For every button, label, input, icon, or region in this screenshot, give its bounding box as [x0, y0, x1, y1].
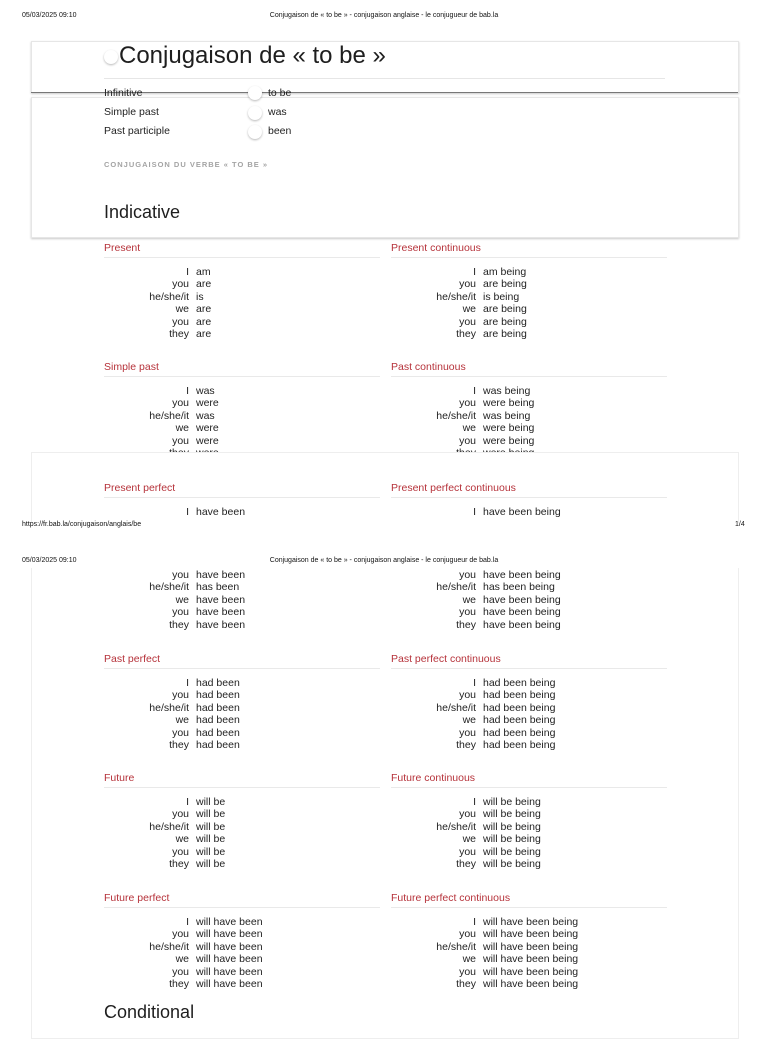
conjugation-row: [381, 966, 667, 978]
pronoun: you: [172, 278, 189, 291]
conjugation-row: [94, 397, 380, 409]
verb-form: are: [196, 315, 212, 328]
conjugation-row: [94, 619, 326, 631]
verb-form: had been being: [483, 689, 556, 702]
pronoun: he/she/it: [436, 409, 476, 422]
pronoun: we: [462, 593, 476, 606]
pronoun: he/she/it: [149, 940, 189, 953]
print-document-title-page2: Conjugaison de « to be » - conjugaison anglaise - le conjugueur de bab.la: [269, 557, 499, 564]
verb-form: were being: [483, 422, 535, 435]
verb-form: had been: [196, 726, 240, 739]
tense-title: Future continuous: [391, 772, 667, 788]
pronoun: he/she/it: [149, 409, 189, 422]
title-divider: [104, 78, 665, 79]
verb-form: had been being: [483, 701, 556, 714]
conjugation-row: [94, 581, 326, 593]
verb-form: will have been being: [483, 916, 579, 928]
page-title: Conjugaison de « to be »: [119, 42, 386, 69]
tense-title: Present perfect: [104, 482, 380, 498]
conjugation-row: [381, 397, 667, 409]
verb-form: are being: [483, 315, 527, 328]
pronoun: you: [172, 397, 189, 410]
conjugation-row: [94, 796, 380, 808]
pronoun: you: [459, 278, 476, 291]
conjugation-row: [381, 727, 667, 739]
tense-block-present-continuous: [391, 242, 667, 340]
pronoun: they: [456, 618, 476, 631]
pronoun: you: [172, 315, 189, 328]
pronoun: you: [459, 569, 476, 581]
pronoun: I: [186, 796, 189, 808]
conjugation-row: [94, 606, 326, 618]
verb-form: have been: [196, 569, 246, 581]
conjugation-row: [94, 291, 380, 303]
conjugation-row: [94, 266, 380, 278]
pronoun: you: [459, 606, 476, 619]
verb-form: have been being: [483, 593, 561, 606]
conjugation-row: [94, 278, 380, 290]
pronoun: we: [175, 953, 189, 966]
pronoun: he/she/it: [149, 290, 189, 303]
conjugation-row: [94, 316, 380, 328]
conjugation-row: [94, 410, 380, 422]
conjugation-row: [94, 569, 326, 581]
conjugation-row: [381, 821, 667, 833]
verb-form: will have been being: [483, 978, 579, 991]
conjugation-row: [381, 328, 667, 340]
pronoun: we: [462, 833, 476, 846]
tense-block-past-perfect: [104, 653, 380, 751]
pronoun: I: [473, 506, 476, 518]
pronoun: he/she/it: [436, 820, 476, 833]
verb-form: has been: [196, 581, 240, 594]
pronoun: I: [186, 385, 189, 397]
conjugation-row: [94, 833, 380, 845]
print-document-title: Conjugaison de « to be » - conjugaison anglaise - le conjugueur de bab.la: [269, 12, 499, 19]
conjugation-row: [381, 858, 667, 870]
verb-form: will be being: [483, 833, 541, 846]
verb-form: are: [196, 303, 212, 316]
pronoun: we: [175, 422, 189, 435]
tense-title: Past continuous: [391, 361, 667, 377]
tense-block-present-perfect-cont: [104, 569, 326, 631]
tense-block-past-perfect-continuous: [391, 653, 667, 751]
conjugation-row: [94, 941, 380, 953]
pronoun: they: [169, 978, 189, 991]
conjugation-row: [381, 978, 667, 990]
tense-block-present: [104, 242, 380, 340]
conjugation-row: [94, 808, 380, 820]
verb-form: will have been: [196, 978, 263, 991]
conjugation-row: [381, 303, 667, 315]
verb-form: are being: [483, 328, 527, 341]
tense-title: Past perfect continuous: [391, 653, 667, 669]
tense-block-future: [104, 772, 380, 870]
pronoun: I: [186, 506, 189, 518]
print-timestamp: 05/03/2025 09:10: [22, 12, 77, 19]
conjugation-row: [381, 410, 667, 422]
pronoun: he/she/it: [149, 820, 189, 833]
verb-form: were being: [483, 434, 535, 447]
pronoun: you: [459, 689, 476, 702]
verb-form: is being: [483, 290, 520, 303]
pronoun: we: [175, 303, 189, 316]
conjugation-row: [94, 506, 380, 518]
infinitive-label: Infinitive: [104, 87, 143, 99]
conjugation-row: [381, 422, 667, 434]
tense-title: Future perfect: [104, 892, 380, 908]
tense-title: Present perfect continuous: [391, 482, 667, 498]
pronoun: I: [473, 916, 476, 928]
simple-past-value: was: [268, 106, 287, 118]
verb-form: will be: [196, 845, 226, 858]
verb-form: have been: [196, 606, 246, 619]
decorative-circle-icon: [104, 50, 118, 64]
verb-form: are being: [483, 303, 527, 316]
conjugation-row: [381, 702, 667, 714]
pronoun: they: [169, 858, 189, 871]
conjugation-row: [381, 506, 667, 518]
verb-form: was: [196, 409, 215, 422]
tense-title: Future: [104, 772, 380, 788]
verb-form: will have been: [196, 916, 263, 928]
verb-form: had been: [196, 701, 240, 714]
tense-title: Future perfect continuous: [391, 892, 667, 908]
conjugation-row: [94, 714, 380, 726]
verb-form: will have been being: [483, 953, 579, 966]
tense-block-present-perfect-continuous-cont: [391, 569, 613, 631]
verb-form: will be being: [483, 796, 541, 808]
conjugation-row: [381, 953, 667, 965]
pronoun: they: [169, 739, 189, 752]
verb-form: will be: [196, 858, 226, 871]
pronoun: we: [462, 422, 476, 435]
verb-form: was being: [483, 409, 531, 422]
verb-form: was being: [483, 385, 531, 397]
simple-past-radio[interactable]: [248, 106, 262, 120]
conjugation-row: [94, 739, 380, 751]
verb-form: are: [196, 328, 212, 341]
pronoun: you: [459, 965, 476, 978]
section-caption: CONJUGAISON DU VERBE « TO BE »: [104, 160, 269, 169]
mood-heading-conditional: Conditional: [104, 1002, 195, 1022]
verb-form: had been: [196, 739, 240, 752]
conjugation-row: [381, 833, 667, 845]
verb-form: is: [196, 290, 204, 303]
verb-form: had been being: [483, 739, 556, 752]
tense-block-present-perfect: [104, 482, 380, 518]
pronoun: we: [462, 953, 476, 966]
verb-form: were being: [483, 397, 535, 410]
conjugation-row: [94, 727, 380, 739]
conjugation-row: [94, 702, 380, 714]
conjugation-row: [381, 916, 667, 928]
verb-form: were: [196, 397, 219, 410]
tense-block-future-perfect: [104, 892, 380, 990]
verb-form: have been: [196, 593, 246, 606]
pronoun: you: [172, 569, 189, 581]
print-timestamp-page2: 05/03/2025 09:10: [22, 557, 77, 564]
conjugation-row: [94, 916, 380, 928]
pronoun: I: [473, 796, 476, 808]
verb-form: have been: [196, 506, 246, 518]
conjugation-row: [381, 385, 667, 397]
pronoun: you: [459, 726, 476, 739]
conjugation-row: [381, 928, 667, 940]
tense-block-present-perfect-continuous: [391, 482, 667, 518]
conjugation-row: [381, 581, 613, 593]
verb-form: have been being: [483, 569, 561, 581]
tense-block-future-continuous: [391, 772, 667, 870]
verb-form: will have been: [196, 953, 263, 966]
conjugation-row: [381, 846, 667, 858]
verb-form: had been: [196, 689, 240, 702]
conjugation-row: [381, 569, 613, 581]
verb-form: will have been: [196, 928, 263, 941]
verb-form: will be: [196, 820, 226, 833]
verb-form: will be: [196, 833, 226, 846]
conjugation-row: [381, 677, 667, 689]
tense-title: Present: [104, 242, 380, 258]
pronoun: they: [456, 858, 476, 871]
mood-heading-indicative: Indicative: [104, 202, 181, 222]
conjugation-row: [381, 619, 613, 631]
verb-form: will be being: [483, 858, 541, 871]
verb-form: had been being: [483, 714, 556, 727]
pronoun: you: [172, 726, 189, 739]
pronoun: you: [459, 928, 476, 941]
infinitive-radio[interactable]: [248, 86, 262, 100]
verb-form: will have been being: [483, 965, 579, 978]
pronoun: they: [456, 978, 476, 991]
verb-form: were: [196, 422, 219, 435]
conjugation-row: [94, 422, 380, 434]
conjugation-row: [94, 303, 380, 315]
verb-form: have been being: [483, 506, 561, 518]
pronoun: you: [172, 845, 189, 858]
pronoun: he/she/it: [149, 581, 189, 594]
verb-form: will be: [196, 796, 226, 808]
conjugation-row: [381, 941, 667, 953]
pronoun: he/she/it: [436, 701, 476, 714]
conjugation-row: [381, 689, 667, 701]
conjugation-row: [94, 689, 380, 701]
pronoun: you: [172, 928, 189, 941]
past-participle-label: Past participle: [104, 125, 170, 137]
tense-block-past-continuous: [391, 361, 667, 459]
verb-form: have been being: [483, 618, 561, 631]
verb-form: will have been: [196, 940, 263, 953]
pronoun: they: [169, 618, 189, 631]
conjugation-row: [94, 858, 380, 870]
verb-form: are: [196, 278, 212, 291]
pronoun: you: [172, 689, 189, 702]
verb-form: had been: [196, 677, 240, 689]
verb-form: will be: [196, 808, 226, 821]
verb-form: will be being: [483, 820, 541, 833]
pronoun: I: [186, 677, 189, 689]
conjugation-row: [94, 594, 326, 606]
pronoun: you: [459, 434, 476, 447]
pronoun: we: [175, 833, 189, 846]
verb-form: had been being: [483, 677, 556, 689]
conjugation-row: [381, 808, 667, 820]
infinitive-value: to be: [268, 87, 292, 99]
conjugation-row: [94, 677, 380, 689]
verb-form: were: [196, 434, 219, 447]
pronoun: he/she/it: [436, 581, 476, 594]
verb-form: was: [196, 385, 215, 397]
verb-form: am: [196, 266, 211, 278]
conjugation-row: [381, 316, 667, 328]
tense-title: Past perfect: [104, 653, 380, 669]
pronoun: you: [172, 965, 189, 978]
tense-title: Simple past: [104, 361, 380, 377]
conjugation-row: [94, 821, 380, 833]
conjugation-row: [381, 594, 613, 606]
past-participle-radio[interactable]: [248, 125, 262, 139]
pronoun: I: [186, 266, 189, 278]
pronoun: we: [462, 714, 476, 727]
pronoun: they: [169, 328, 189, 341]
pronoun: I: [473, 677, 476, 689]
verb-form: will be being: [483, 808, 541, 821]
conjugation-row: [381, 291, 667, 303]
conjugation-row: [381, 739, 667, 751]
verb-form: have been being: [483, 606, 561, 619]
simple-past-label: Simple past: [104, 106, 159, 118]
past-participle-value: been: [268, 125, 292, 137]
pronoun: you: [459, 845, 476, 858]
verb-form: had been: [196, 714, 240, 727]
conjugation-row: [94, 953, 380, 965]
conjugation-row: [94, 966, 380, 978]
conjugation-row: [94, 385, 380, 397]
pronoun: they: [456, 328, 476, 341]
pronoun: I: [473, 266, 476, 278]
conjugation-row: [381, 796, 667, 808]
pronoun: we: [462, 303, 476, 316]
verb-form: will have been being: [483, 928, 579, 941]
verb-form: had been being: [483, 726, 556, 739]
pronoun: I: [186, 916, 189, 928]
print-page-number: 1/4: [735, 521, 745, 528]
verb-form: will be being: [483, 845, 541, 858]
conjugation-row: [381, 278, 667, 290]
pronoun: they: [456, 739, 476, 752]
conjugation-row: [94, 328, 380, 340]
verb-form: are being: [483, 278, 527, 291]
pronoun: we: [175, 593, 189, 606]
pronoun: he/she/it: [436, 290, 476, 303]
pronoun: we: [175, 714, 189, 727]
tense-title: Present continuous: [391, 242, 667, 258]
conjugation-row: [381, 714, 667, 726]
print-url: https://fr.bab.la/conjugaison/anglais/be: [22, 521, 142, 528]
pronoun: he/she/it: [149, 701, 189, 714]
conjugation-row: [94, 435, 380, 447]
verb-form: am being: [483, 266, 527, 278]
conjugation-row: [94, 978, 380, 990]
verb-form: will have been: [196, 965, 263, 978]
pronoun: you: [172, 434, 189, 447]
conjugation-row: [381, 606, 613, 618]
pronoun: you: [172, 808, 189, 821]
conjugation-row: [381, 266, 667, 278]
pronoun: you: [459, 397, 476, 410]
conjugation-row: [381, 435, 667, 447]
conjugation-row: [94, 928, 380, 940]
pronoun: he/she/it: [436, 940, 476, 953]
tense-block-future-perfect-continuous: [391, 892, 667, 990]
pronoun: you: [172, 606, 189, 619]
verb-form: has been being: [483, 581, 555, 594]
tense-block-simple-past: [104, 361, 380, 459]
verb-form: have been: [196, 618, 246, 631]
pronoun: you: [459, 315, 476, 328]
pronoun: I: [473, 385, 476, 397]
conjugation-row: [94, 846, 380, 858]
verb-form: will have been being: [483, 940, 579, 953]
pronoun: you: [459, 808, 476, 821]
